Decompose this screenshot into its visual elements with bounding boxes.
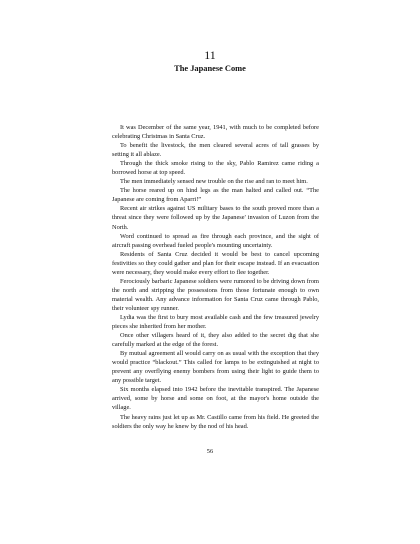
paragraph: The horse reared up on hind legs as the man halted and called out. “The Japanese are coming from Aparri!” <box>112 187 319 204</box>
paragraph: Recent air strikes against US military bases to the south proved more than a threat since they were followed up by the Japanese' invasion of Luzon from the North. <box>112 205 319 231</box>
paragraph: Once other villagers heard of it, they also added to the secret dig that she carefully marked at the edge of the forest. <box>112 332 319 349</box>
paragraph: Ferociously barbaric Japanese soldiers were rumored to be driving down from the north and stripping the possessions from those fortunate enough to own material wealth. Any advance information for Santa Cruz came through Pablo, their volunteer spy runner. <box>112 277 319 312</box>
paragraph: The men immediately sensed new trouble on the rise and ran to meet him. <box>120 178 308 186</box>
chapter-title: The Japanese Come <box>174 64 246 73</box>
paragraph: It was December of the same year, 1941, with much to be completed before celebrating Christmas in Santa Cruz. <box>112 124 319 141</box>
page-number: 56 <box>206 448 214 455</box>
paragraph: By mutual agreement all would carry on as usual with the exception that they would practice “blackout.” This called for lamps to be extinguished at night to prevent any overflying enemy bombers from using their light to guide them to any possible target. <box>112 350 319 385</box>
paragraph: Through the thick smoke rising to the sky, Pablo Ramirez came riding a borrowed horse at top speed. <box>112 160 319 177</box>
chapter-body <box>112 123 319 431</box>
chapter-number: 11 <box>204 48 216 62</box>
paragraph: To benefit the livestock, the men cleared several acres of tall grasses by setting it all ablaze. <box>112 142 319 159</box>
paragraph: Residents of Santa Cruz decided it would be best to cancel upcoming festivities so they could gather and plan for their escape instead. If an evacuation were necessary, they would make every effort to flee together. <box>112 250 319 276</box>
paragraph: Word continued to spread as fire through each province, and the sight of aircraft passing overhead fueled people's mounting uncertainty. <box>112 232 319 249</box>
paragraph: Six months elapsed into 1942 before the inevitable transpired. The Japanese arrived, some by horse and some on foot, at the mayor's home outside the village. <box>112 386 319 412</box>
paragraph: Lydia was the first to bury most available cash and the few treasured jewelry pieces she inherited from her mother. <box>112 313 319 331</box>
paragraph: The heavy rains just let up as Mr. Castillo came from his field. He greeted the soldiers the only way he knew by the nod of his head. <box>112 413 319 430</box>
